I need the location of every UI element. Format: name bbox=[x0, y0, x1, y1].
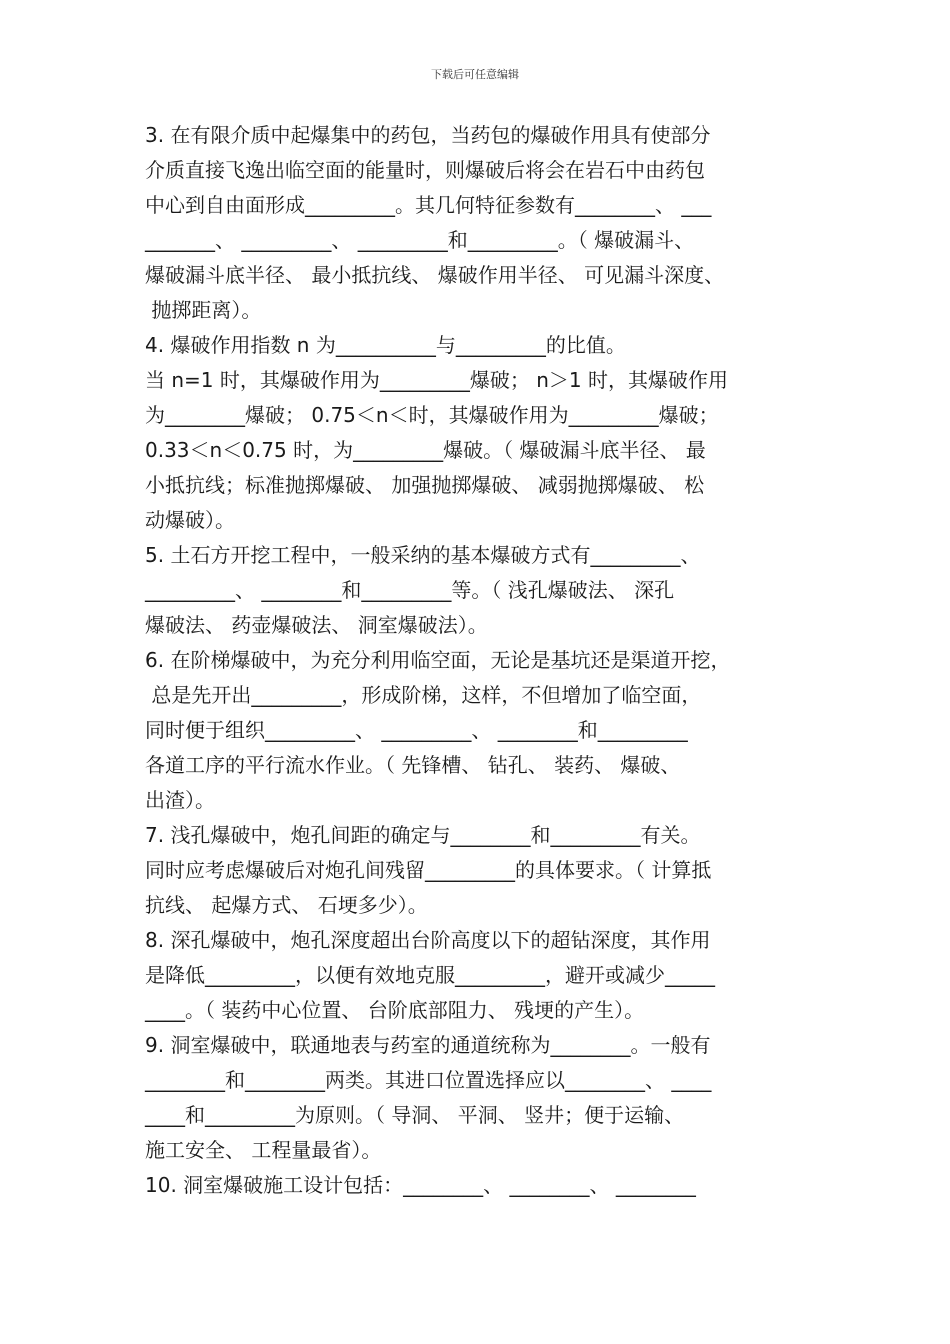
text-line: 总是先开出_________，形成阶梯，这样，不但增加了临空面， bbox=[145, 683, 702, 707]
text-line: 爆破法、 药壶爆破法、 洞室爆破法）。 bbox=[145, 613, 488, 637]
page-header: 下载后可任意编辑 bbox=[431, 68, 519, 81]
text-line: 是降低_________，以便有效地克服_________，避开或减少_____ bbox=[145, 963, 715, 987]
text-line: 0.33＜n＜0.75 时，为_________爆破。（ 爆破漏斗底半径、 最 bbox=[145, 438, 706, 462]
text-line: 5. 土石方开挖工程中，一般采纳的基本爆破方式有_________、 bbox=[145, 543, 701, 567]
text-line: 7. 浅孔爆破中，炮孔间距的确定与________和_________有关。 bbox=[145, 823, 701, 847]
text-line: 小抵抗线；标准抛掷爆破、 加强抛掷爆破、 减弱抛掷爆破、 松 bbox=[145, 473, 705, 497]
text-line: 施工安全、 工程量最省）。 bbox=[145, 1138, 382, 1162]
text-line: 6. 在阶梯爆破中，为充分利用临空面，无论是基坑还是渠道开挖， bbox=[145, 648, 731, 672]
text-line: 爆破漏斗底半径、 最小抵抗线、 爆破作用半径、 可见漏斗深度、 bbox=[145, 263, 725, 287]
text-line: 介质直接飞逸出临空面的能量时，则爆破后将会在岩石中由药包 bbox=[145, 158, 705, 182]
text-line: ________和________两类。其进口位置选择应以________、 ____ bbox=[145, 1068, 712, 1092]
text-line: ____。（ 装药中心位置、 台阶底部阻力、 残埂的产生）。 bbox=[145, 998, 645, 1022]
text-line: 当 n=1 时，其爆破作用为_________爆破； n＞1 时，其爆破作用 bbox=[145, 368, 728, 392]
text-line: 9. 洞室爆破中，联通地表与药室的通道统称为________。一般有 bbox=[145, 1033, 711, 1057]
text-line: 4. 爆破作用指数 n 为__________与_________的比值。 bbox=[145, 333, 626, 357]
text-line: _________、 ________和_________等。（ 浅孔爆破法、 深孔 bbox=[145, 578, 675, 602]
text-line: 同时便于组织_________、 _________、 ________和_________ bbox=[145, 718, 688, 742]
text-line: 抛掷距离）。 bbox=[145, 298, 262, 322]
text-line: 中心到自由面形成_________。其几何特征参数有________、 ___ bbox=[145, 193, 712, 217]
text-line: ____和_________为原则。（ 导洞、 平洞、 竖井；便于运输、 bbox=[145, 1103, 685, 1127]
text-line: 出渣）。 bbox=[145, 788, 215, 812]
text-line: 10. 洞室爆破施工设计包括：________、 ________、 ________ bbox=[145, 1173, 696, 1197]
text-line: 抗线、 起爆方式、 石埂多少）。 bbox=[145, 893, 428, 917]
document-body bbox=[145, 118, 825, 1203]
text-line: _______、 _________、 _________和_________。（ 爆破漏斗、 bbox=[145, 228, 695, 252]
text-line: 3. 在有限介质中起爆集中的药包，当药包的爆破作用具有使部分 bbox=[145, 123, 711, 147]
text-line: 为________爆破； 0.75＜n＜时，其爆破作用为_________爆破； bbox=[145, 403, 719, 427]
text-line: 动爆破）。 bbox=[145, 508, 235, 532]
text-line: 同时应考虑爆破后对炮孔间残留_________的具体要求。（ 计算抵 bbox=[145, 858, 712, 882]
text-line: 各道工序的平行流水作业。（ 先锋槽、 钻孔、 装药、 爆破、 bbox=[145, 753, 681, 777]
text-line: 8. 深孔爆破中，炮孔深度超出台阶高度以下的超钻深度，其作用 bbox=[145, 928, 711, 952]
